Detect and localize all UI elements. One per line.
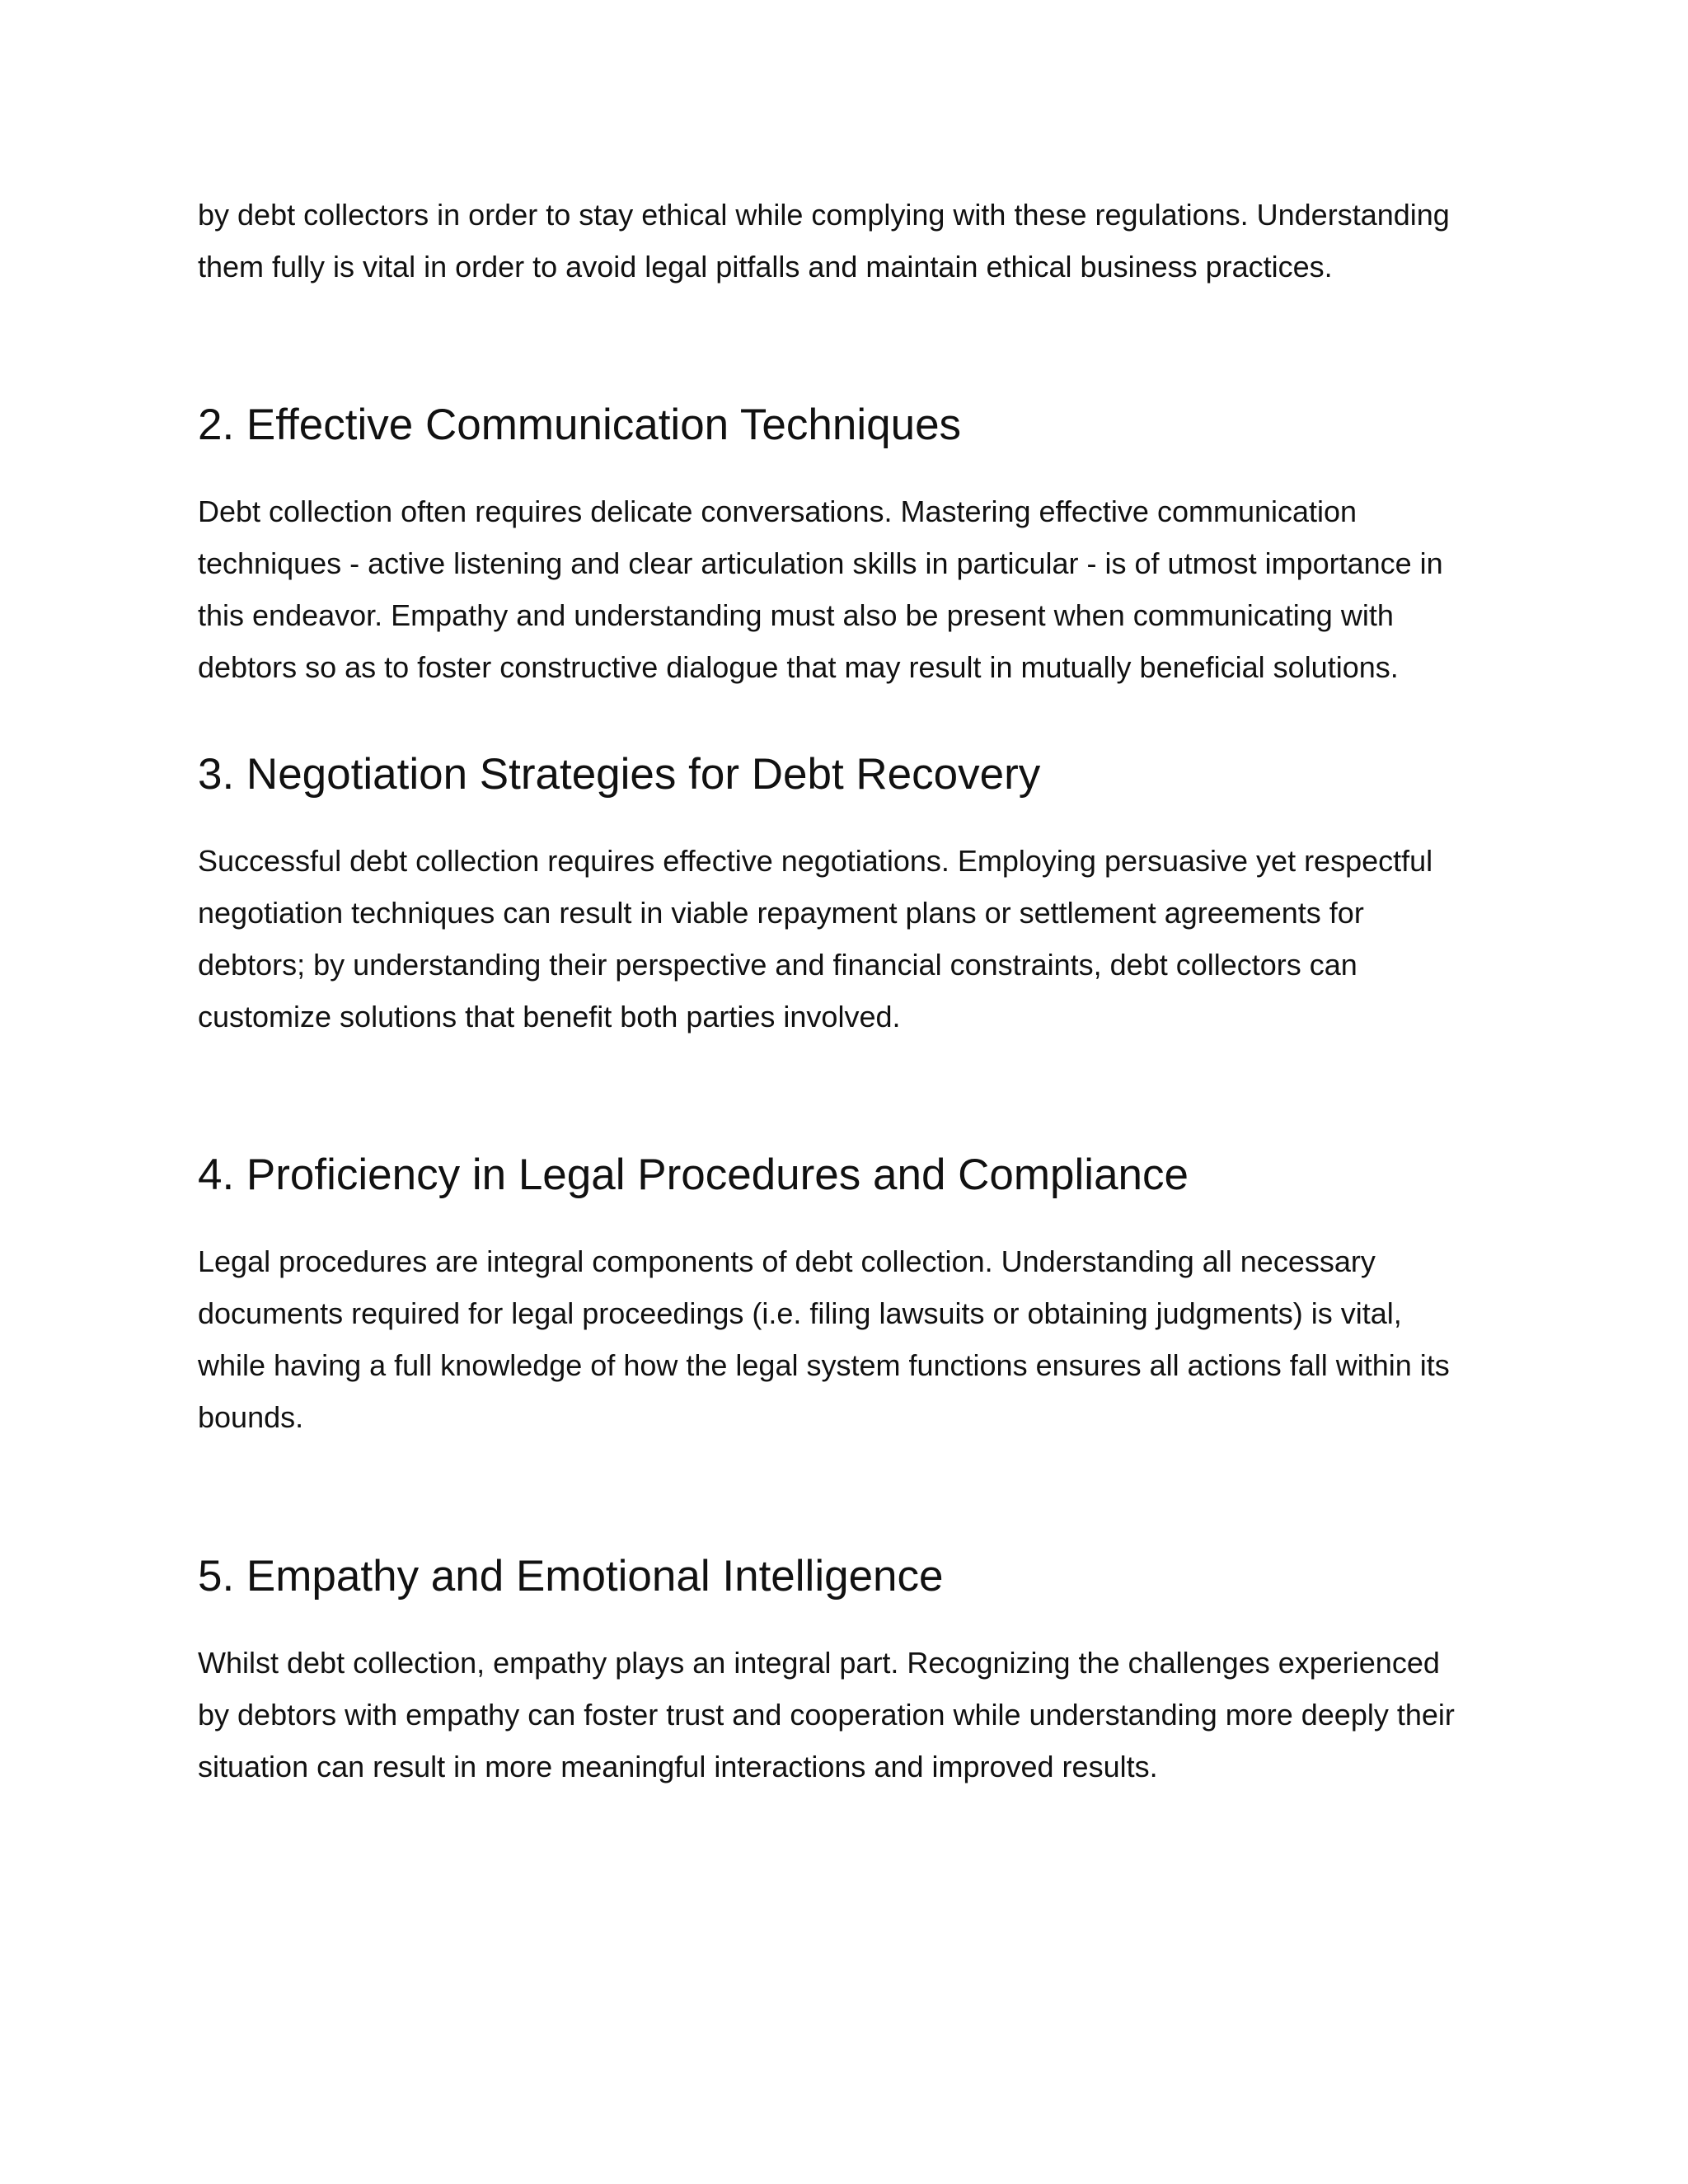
paragraph-line: situation can result in more meaningful interactions and improved results.	[198, 1750, 1158, 1783]
section-paragraph-legal	[198, 1235, 1500, 1443]
section-heading-empathy: 5. Empathy and Emotional Intelligence	[198, 1552, 944, 1601]
paragraph-line: negotiation techniques can result in viable repayment plans or settlement agreements for	[198, 896, 1364, 930]
paragraph-line: them fully is vital in order to avoid legal pitfalls and maintain ethical business practices.	[198, 250, 1333, 284]
paragraph-line: Whilst debt collection, empathy plays an integral part. Recognizing the challenges experienced	[198, 1646, 1440, 1680]
section-paragraph-empathy	[198, 1637, 1500, 1793]
paragraph-line: documents required for legal proceedings (i.e. filing lawsuits or obtaining judgments) is vital,	[198, 1296, 1402, 1330]
paragraph-line: customize solutions that benefit both parties involved.	[198, 1000, 901, 1033]
section-heading-legal: 4. Proficiency in Legal Procedures and Compliance	[198, 1151, 1189, 1199]
section-paragraph-communication	[198, 485, 1500, 693]
paragraph-line: debtors so as to foster constructive dialogue that may result in mutually beneficial solutions.	[198, 650, 1399, 684]
paragraph-line: this endeavor. Empathy and understanding must also be present when communicating with	[198, 598, 1394, 632]
paragraph-line: Legal procedures are integral components of debt collection. Understanding all necessary	[198, 1244, 1376, 1278]
paragraph-line: techniques - active listening and clear articulation skills in particular - is of utmost importance in	[198, 546, 1443, 580]
section-heading-communication: 2. Effective Communication Techniques	[198, 401, 962, 449]
paragraph-line: by debtors with empathy can foster trust and cooperation while understanding more deeply their	[198, 1698, 1455, 1732]
paragraph-line: Debt collection often requires delicate conversations. Mastering effective communication	[198, 494, 1357, 528]
section-heading-negotiation: 3. Negotiation Strategies for Debt Recovery	[198, 750, 1041, 799]
paragraph-line: Successful debt collection requires effective negotiations. Employing persuasive yet respectful	[198, 844, 1433, 878]
paragraph-line: debtors; by understanding their perspective and financial constraints, debt collectors can	[198, 948, 1357, 982]
paragraph-line: while having a full knowledge of how the legal system functions ensures all actions fall within its	[198, 1348, 1450, 1382]
paragraph-line: by debt collectors in order to stay ethical while complying with these regulations. Understanding	[198, 198, 1450, 232]
section-paragraph-negotiation	[198, 835, 1500, 1043]
paragraph-line: bounds.	[198, 1400, 304, 1434]
intro-paragraph	[198, 189, 1500, 293]
